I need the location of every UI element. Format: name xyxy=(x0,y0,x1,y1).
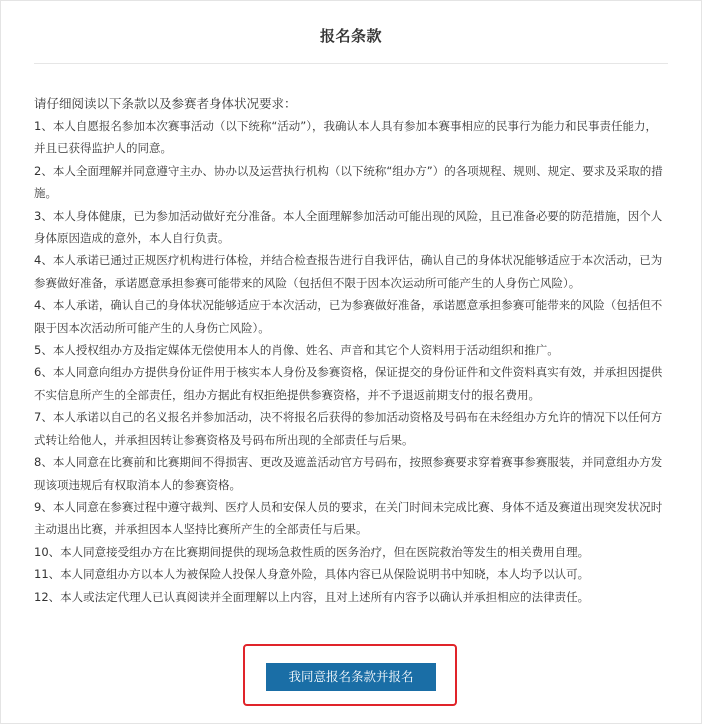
terms-content xyxy=(34,94,666,608)
clause-4a: 4、本人承诺已通过正规医疗机构进行体检，并结合检查报告进行自我评估，确认自己的身体状况能够适应于本次活动，已为参赛做好准备，承诺愿意承担参赛可能带来的风险（包括但不限于因本次运动所可能产生的人身伤亡风险）。 xyxy=(34,253,663,290)
title-divider xyxy=(34,63,668,64)
clause-12: 12、本人或法定代理人已认真阅读并全面理解以上内容，且对上述所有内容予以确认并承担相应的法律责任。 xyxy=(34,589,590,604)
clause-7: 7、本人承诺以自己的名义报名并参加活动，决不将报名后获得的参加活动资格及号码布在未经组办方允许的情况下以任何方式转让给他人，并承担因转让参赛资格及号码布所出现的全部责任与后果。 xyxy=(34,410,663,447)
agree-button-highlight xyxy=(243,644,457,706)
clause-6: 6、本人同意向组办方提供身份证件用于核实本人身份及参赛资格，保证提交的身份证件和文件资料真实有效，并承担因提供不实信息所产生的全部责任，组办方据此有权拒绝提供参赛资格，并不予退返前期支付的报名费用。 xyxy=(34,365,663,402)
clause-3: 3、本人身体健康，已为参加活动做好充分准备。本人全面理解参加活动可能出现的风险，且已准备必要的防范措施，因个人身体原因造成的意外，本人自行负责。 xyxy=(34,208,663,246)
clause-2: 2、本人全面理解并同意遵守主办、协办以及运营执行机构（以下统称“组办方”）的各项规程、规则、规定、要求及采取的措施。 xyxy=(34,163,663,201)
clause-10: 10、本人同意接受组办方在比赛期间提供的现场急救性质的医务治疗，但在医院救治等发生的相关费用自理。 xyxy=(34,544,590,559)
clause-11: 11、本人同意组办方以本人为被保险人投保人身意外险，具体内容已从保险说明书中知晓，本人均予以认可。 xyxy=(34,567,590,582)
clause-9: 9、本人同意在参赛过程中遵守裁判、医疗人员和安保人员的要求，在关门时间未完成比赛、身体不适及赛道出现突发状况时主动退出比赛，并承担因本人坚持比赛所产生的全部责任与后果。 xyxy=(34,499,663,537)
agree-and-register-button[interactable]: 我同意报名条款并报名 xyxy=(266,663,436,691)
clause-4b: 4、本人承诺，确认自己的身体状况能够适应于本次活动，已为参赛做好准备，承诺愿意承担参赛可能带来的风险（包括但不限于因本次活动所可能产生的人身伤亡风险）。 xyxy=(34,298,663,335)
terms-intro: 请仔细阅读以下条款以及参赛者身体状况要求： xyxy=(34,96,297,111)
page-title: 报名条款 xyxy=(319,27,382,45)
clause-5: 5、本人授权组办方及指定媒体无偿使用本人的肖像、姓名、声音和其它个人资料用于活动组织和推广。 xyxy=(34,343,559,358)
clause-8: 8、本人同意在比赛前和比赛期间不得损害、更改及遮盖活动官方号码布，按照参赛要求穿着赛事参赛服装，并同意组办方发现该项违规后有权取消本人的参赛资格。 xyxy=(34,455,663,492)
clause-1: 1、本人自愿报名参加本次赛事活动（以下统称“活动”），我确认本人具有参加本赛事相应的民事行为能力和民事责任能力，并且已获得监护人的同意。 xyxy=(34,119,657,156)
